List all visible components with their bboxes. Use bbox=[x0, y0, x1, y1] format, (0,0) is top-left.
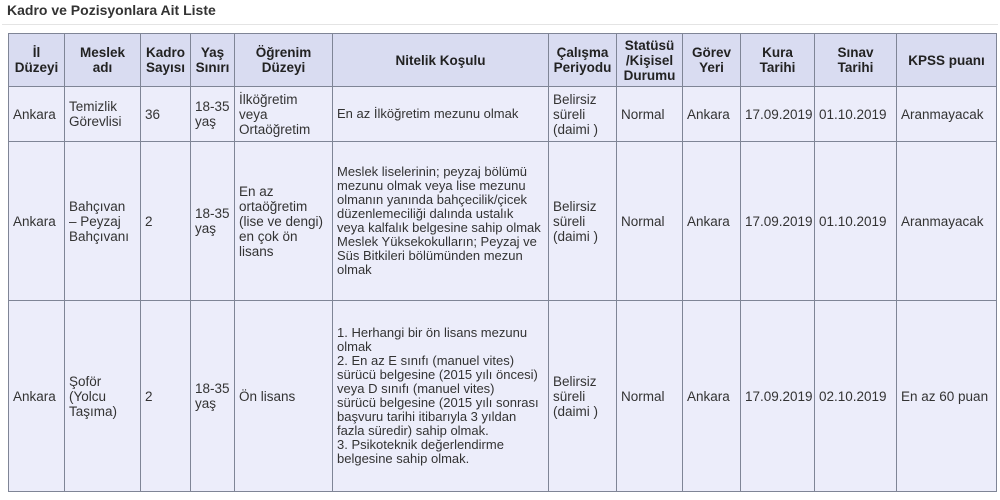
cell-ogrenim: En az ortaöğretim (lise ve dengi) en çok ön lisans bbox=[235, 142, 333, 301]
cell-sinav: 01.10.2019 bbox=[815, 142, 897, 301]
header-kura: Kura Tarihi bbox=[741, 34, 815, 87]
cell-periyot: Belirsiz süreli (daimi ) bbox=[549, 87, 617, 142]
cell-meslek: Temizlik Görevlisi bbox=[65, 87, 141, 142]
page-title: Kadro ve Pozisyonlara Ait Liste bbox=[2, 0, 998, 25]
table-row bbox=[9, 87, 997, 142]
cell-il: Ankara bbox=[9, 301, 65, 492]
cell-il: Ankara bbox=[9, 142, 65, 301]
cell-yas: 18-35 yaş bbox=[191, 301, 235, 492]
cell-periyot: Belirsiz süreli (daimi ) bbox=[549, 142, 617, 301]
cell-sinav: 02.10.2019 bbox=[815, 301, 897, 492]
cell-yas: 18-35 yaş bbox=[191, 142, 235, 301]
cell-sinav: 01.10.2019 bbox=[815, 87, 897, 142]
table-row bbox=[9, 142, 997, 301]
cell-ogrenim: İlköğretim veya Ortaöğretim bbox=[235, 87, 333, 142]
cell-kura: 17.09.2019 bbox=[741, 142, 815, 301]
cell-kpss: Aranmayacak bbox=[897, 142, 997, 301]
cell-nitelik: Meslek liselerinin; peyzaj bölümü mezunu olmak veya lise mezunu olmanın yanında bahçecilik/çicek düzenlemeciliği dalında ustalık veya kalfalık belgesine sahip olmak Meslek Yüksekokulların; Peyzaj ve Süs Bitkileri bölümünden mezun olmak bbox=[333, 142, 549, 301]
cell-ogrenim: Ön lisans bbox=[235, 301, 333, 492]
cell-meslek: Bahçıvan – Peyzaj Bahçıvanı bbox=[65, 142, 141, 301]
cell-statu: Normal bbox=[617, 142, 683, 301]
header-row bbox=[9, 34, 997, 87]
header-ogrenim: Öğrenim Düzeyi bbox=[235, 34, 333, 87]
header-kpss: KPSS puanı bbox=[897, 34, 997, 87]
header-yas: Yaş Sınırı bbox=[191, 34, 235, 87]
header-statu: Statüsü /Kişisel Durumu bbox=[617, 34, 683, 87]
header-gorev: Görev Yeri bbox=[683, 34, 741, 87]
cell-il: Ankara bbox=[9, 87, 65, 142]
cell-statu: Normal bbox=[617, 301, 683, 492]
header-periyot: Çalışma Periyodu bbox=[549, 34, 617, 87]
cell-periyot: Belirsiz süreli (daimi ) bbox=[549, 301, 617, 492]
header-il: İl Düzeyi bbox=[9, 34, 65, 87]
cell-kpss: En az 60 puan bbox=[897, 301, 997, 492]
cell-meslek: Şoför (Yolcu Taşıma) bbox=[65, 301, 141, 492]
header-meslek: Meslek adı bbox=[65, 34, 141, 87]
cell-kura: 17.09.2019 bbox=[741, 87, 815, 142]
cell-kpss: Aranmayacak bbox=[897, 87, 997, 142]
cell-kadro: 2 bbox=[141, 142, 191, 301]
table-row bbox=[9, 301, 997, 492]
cell-kura: 17.09.2019 bbox=[741, 301, 815, 492]
cell-statu: Normal bbox=[617, 87, 683, 142]
header-sinav: Sınav Tarihi bbox=[815, 34, 897, 87]
cell-yas: 18-35 yaş bbox=[191, 87, 235, 142]
positions-table bbox=[8, 33, 997, 492]
cell-nitelik: 1. Herhangi bir ön lisans mezunu olmak 2. En az E sınıfı (manuel vites) sürücü belgesine (2015 yılı öncesi) veya D sınıfı (manuel vites) sürücü belgesine (2015 yılı sonrası başvuru tarihi itibarıyla 3 yıldan fazla süredir) sahip olmak. 3. Psikoteknik değerlendirme belgesine sahip olmak. bbox=[333, 301, 549, 492]
cell-gorev: Ankara bbox=[683, 142, 741, 301]
cell-gorev: Ankara bbox=[683, 301, 741, 492]
cell-gorev: Ankara bbox=[683, 87, 741, 142]
header-kadro: Kadro Sayısı bbox=[141, 34, 191, 87]
cell-kadro: 2 bbox=[141, 301, 191, 492]
cell-nitelik: En az İlköğretim mezunu olmak bbox=[333, 87, 549, 142]
header-nitelik: Nitelik Koşulu bbox=[333, 34, 549, 87]
cell-kadro: 36 bbox=[141, 87, 191, 142]
